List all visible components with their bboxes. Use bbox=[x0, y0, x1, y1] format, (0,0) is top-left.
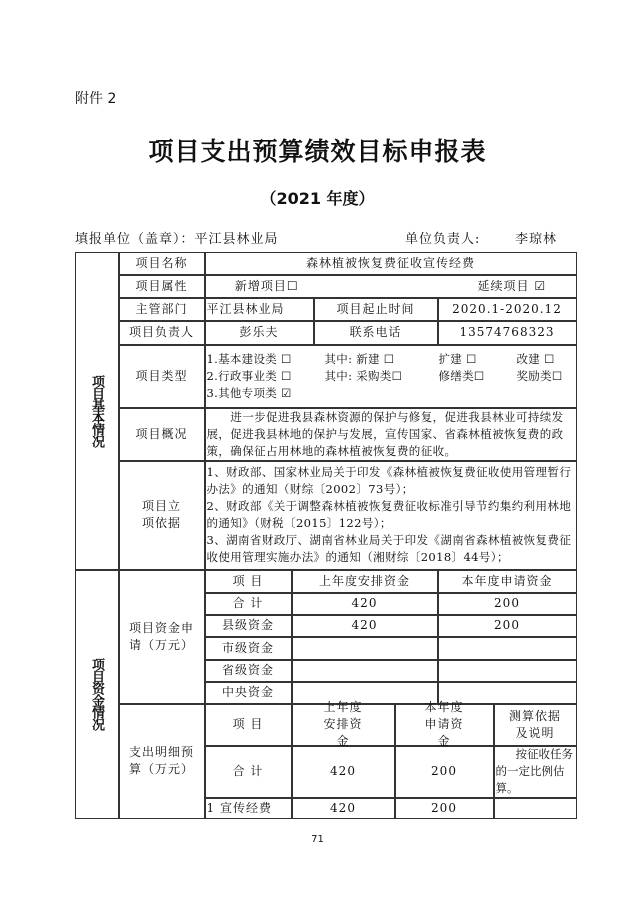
detail-cell: 200 bbox=[395, 746, 494, 798]
detail-header: 项 目 bbox=[205, 704, 292, 746]
type-option[interactable]: 2.行政事业类 ☐ bbox=[206, 368, 292, 383]
funds-header: 本年度申请资金 bbox=[438, 570, 577, 593]
basis-item: 3、湖南省财政厅、湖南省林业局关于印发《湖南省森林植被恢复费征收使用管理实施办法》的通知（湘财综〔2018〕44号）； bbox=[206, 533, 572, 564]
detail-cell: 按征收任务的一定比例估算。 bbox=[494, 746, 577, 798]
owner-label: 项目负责人 bbox=[119, 321, 205, 345]
section-basic-info: 项目基本情况 bbox=[75, 252, 119, 570]
type-option[interactable]: 其中: 采购类☐ bbox=[324, 368, 403, 383]
funds-header: 项 目 bbox=[205, 570, 292, 593]
phone-label: 联系电话 bbox=[314, 321, 438, 345]
attachment-label: 附件 2 bbox=[75, 91, 117, 107]
period: 2020.1-2020.12 bbox=[438, 298, 577, 321]
funds-cell bbox=[292, 660, 438, 682]
attr-label: 项目属性 bbox=[119, 275, 205, 298]
overview: 进一步促进我县森林资源的保护与修复，促进我县林业可持续发展，促进我县林地的保护与发展，宣传国家、省森林植被恢复费的政策，确保征占用林地的森林植被恢复费的征收。 bbox=[205, 408, 577, 461]
funds-cell: 420 bbox=[292, 593, 438, 615]
funds-apply-label: 项目资金申请（万元） bbox=[119, 570, 205, 704]
detail-header: 上年度安排资金 bbox=[292, 704, 395, 746]
type-option[interactable]: 1.基本建设类 ☐ bbox=[206, 351, 292, 366]
basis-label: 项目立项依据 bbox=[119, 461, 205, 570]
page-number: 71 bbox=[311, 834, 324, 845]
detail-header: 本年度申请资金 bbox=[395, 704, 494, 746]
page-title: 项目支出预算绩效目标申报表 bbox=[148, 137, 487, 166]
attr-new-checkbox[interactable]: 新增项目☐ bbox=[234, 278, 299, 293]
type-option[interactable]: 奖励类☐ bbox=[516, 368, 563, 383]
funds-cell: 县级资金 bbox=[205, 615, 292, 637]
phone: 13574768323 bbox=[438, 321, 577, 345]
funds-cell: 200 bbox=[438, 615, 577, 637]
funds-cell: 420 bbox=[292, 615, 438, 637]
dept-label: 主管部门 bbox=[119, 298, 205, 321]
type-option[interactable]: 3.其他专项类 ☑ bbox=[206, 385, 292, 400]
fill-unit: 填报单位（盖章）：平江县林业局 bbox=[75, 232, 279, 247]
basis-item: 1、财政部、国家林业局关于印发《森林植被恢复费征收使用管理暂行办法》的通知（财综〔2002〕73号）； bbox=[206, 465, 572, 496]
year-label: （2021 年度） bbox=[260, 189, 375, 208]
type-label: 项目类型 bbox=[119, 345, 205, 408]
overview-label: 项目概况 bbox=[119, 408, 205, 461]
attr-cell bbox=[205, 275, 577, 298]
funds-header: 上年度安排资金 bbox=[292, 570, 438, 593]
owner: 彭乐夫 bbox=[205, 321, 314, 345]
detail-cell: 420 bbox=[292, 798, 395, 819]
project-name: 森林植被恢复费征收宣传经费 bbox=[205, 252, 577, 275]
detail-cell: 200 bbox=[395, 798, 494, 819]
period-label: 项目起止时间 bbox=[314, 298, 438, 321]
detail-label: 支出明细预算（万元） bbox=[119, 704, 205, 819]
detail-cell: 合 计 bbox=[205, 746, 292, 798]
funds-cell bbox=[438, 660, 577, 682]
funds-cell: 中央资金 bbox=[205, 682, 292, 704]
detail-cell: 420 bbox=[292, 746, 395, 798]
basis-cell bbox=[205, 461, 577, 570]
type-option[interactable]: 扩建 ☐ bbox=[438, 351, 477, 366]
type-option[interactable]: 改建 ☐ bbox=[516, 351, 555, 366]
funds-cell bbox=[292, 637, 438, 660]
detail-cell bbox=[494, 798, 577, 819]
detail-header: 测算依据及说明 bbox=[494, 704, 577, 746]
funds-cell bbox=[438, 637, 577, 660]
name-label: 项目名称 bbox=[119, 252, 205, 275]
detail-cell: 1 宣传经费 bbox=[205, 798, 292, 819]
type-option[interactable]: 其中: 新建 ☐ bbox=[324, 351, 395, 366]
basis-item: 2、财政部《关于调整森林植被恢复费征收标准引导节约集约利用林地的通知》（财税〔2015〕122号）； bbox=[206, 499, 572, 530]
type-option[interactable]: 修缮类☐ bbox=[438, 368, 485, 383]
dept: 平江县林业局 bbox=[205, 298, 314, 321]
section-funds: 项目资金情况 bbox=[75, 570, 119, 819]
funds-cell: 市级资金 bbox=[205, 637, 292, 660]
unit-head-label: 单位负责人: bbox=[405, 232, 481, 247]
funds-cell: 省级资金 bbox=[205, 660, 292, 682]
type-cell bbox=[205, 345, 577, 408]
funds-cell: 200 bbox=[438, 593, 577, 615]
funds-cell: 合 计 bbox=[205, 593, 292, 615]
unit-head: 李琼林 bbox=[515, 232, 558, 247]
attr-cont-checkbox[interactable]: 延续项目 ☑ bbox=[477, 278, 547, 293]
